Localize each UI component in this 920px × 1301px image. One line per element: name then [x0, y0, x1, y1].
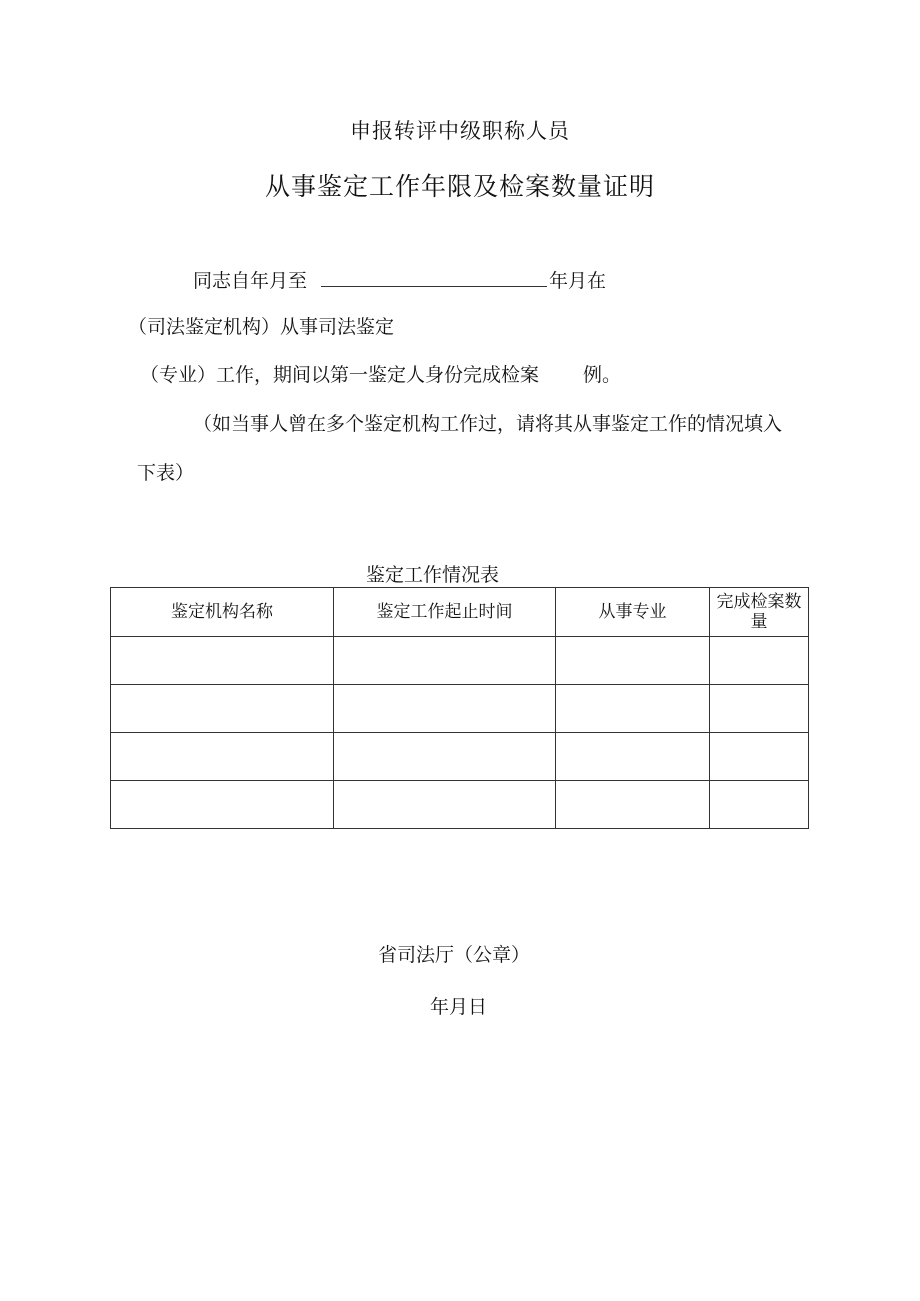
header-specialty: 从事专业: [556, 588, 710, 637]
table-cell[interactable]: [111, 733, 334, 781]
appraisal-work-table: [110, 587, 809, 829]
table-cell[interactable]: [556, 637, 710, 685]
table-cell[interactable]: [111, 781, 334, 829]
table-cell[interactable]: [556, 685, 710, 733]
table-cell[interactable]: [556, 733, 710, 781]
table-cell[interactable]: [334, 781, 556, 829]
header-work-period: 鉴定工作起止时间: [334, 588, 556, 637]
table-cell[interactable]: [334, 733, 556, 781]
table-caption: 鉴定工作情况表: [366, 564, 500, 586]
table-cell[interactable]: [111, 637, 334, 685]
line1-prefix: 同志自年月至: [193, 270, 308, 292]
date-blank-field: [321, 268, 547, 287]
table-cell[interactable]: [710, 685, 809, 733]
table-cell[interactable]: [556, 781, 710, 829]
document-title: 从事鉴定工作年限及检案数量证明: [264, 172, 655, 201]
document-subtitle: 申报转评中级职称人员: [350, 119, 570, 143]
line3-prefix: （专业）工作，期间以第一鉴定人身份完成检案: [140, 364, 540, 386]
line1-suffix: 年月在: [549, 270, 607, 292]
table-header-row: [111, 588, 809, 637]
line3-suffix: 例。: [583, 364, 622, 386]
date-line: 年月日: [430, 996, 488, 1018]
table-cell[interactable]: [334, 637, 556, 685]
statement-line-1: [193, 268, 606, 291]
header-institution-name: 鉴定机构名称: [111, 588, 334, 637]
table-row: [111, 781, 809, 829]
statement-line-2: （司法鉴定机构）从事司法鉴定: [128, 316, 395, 338]
table-row: [111, 685, 809, 733]
seal-line: 省司法厅（公章）: [378, 944, 531, 966]
table-cell[interactable]: [710, 733, 809, 781]
table-row: [111, 733, 809, 781]
note-line-1: （如当事人曾在多个鉴定机构工作过，请将其从事鉴定工作的情况填入: [193, 413, 783, 435]
table-cell[interactable]: [111, 685, 334, 733]
statement-line-3: [140, 366, 621, 385]
table-row: [111, 637, 809, 685]
table-cell[interactable]: [710, 781, 809, 829]
table-cell[interactable]: [334, 685, 556, 733]
table-cell[interactable]: [710, 637, 809, 685]
note-line-2: 下表）: [137, 462, 195, 484]
header-case-count: 完成检案数量: [710, 588, 809, 637]
